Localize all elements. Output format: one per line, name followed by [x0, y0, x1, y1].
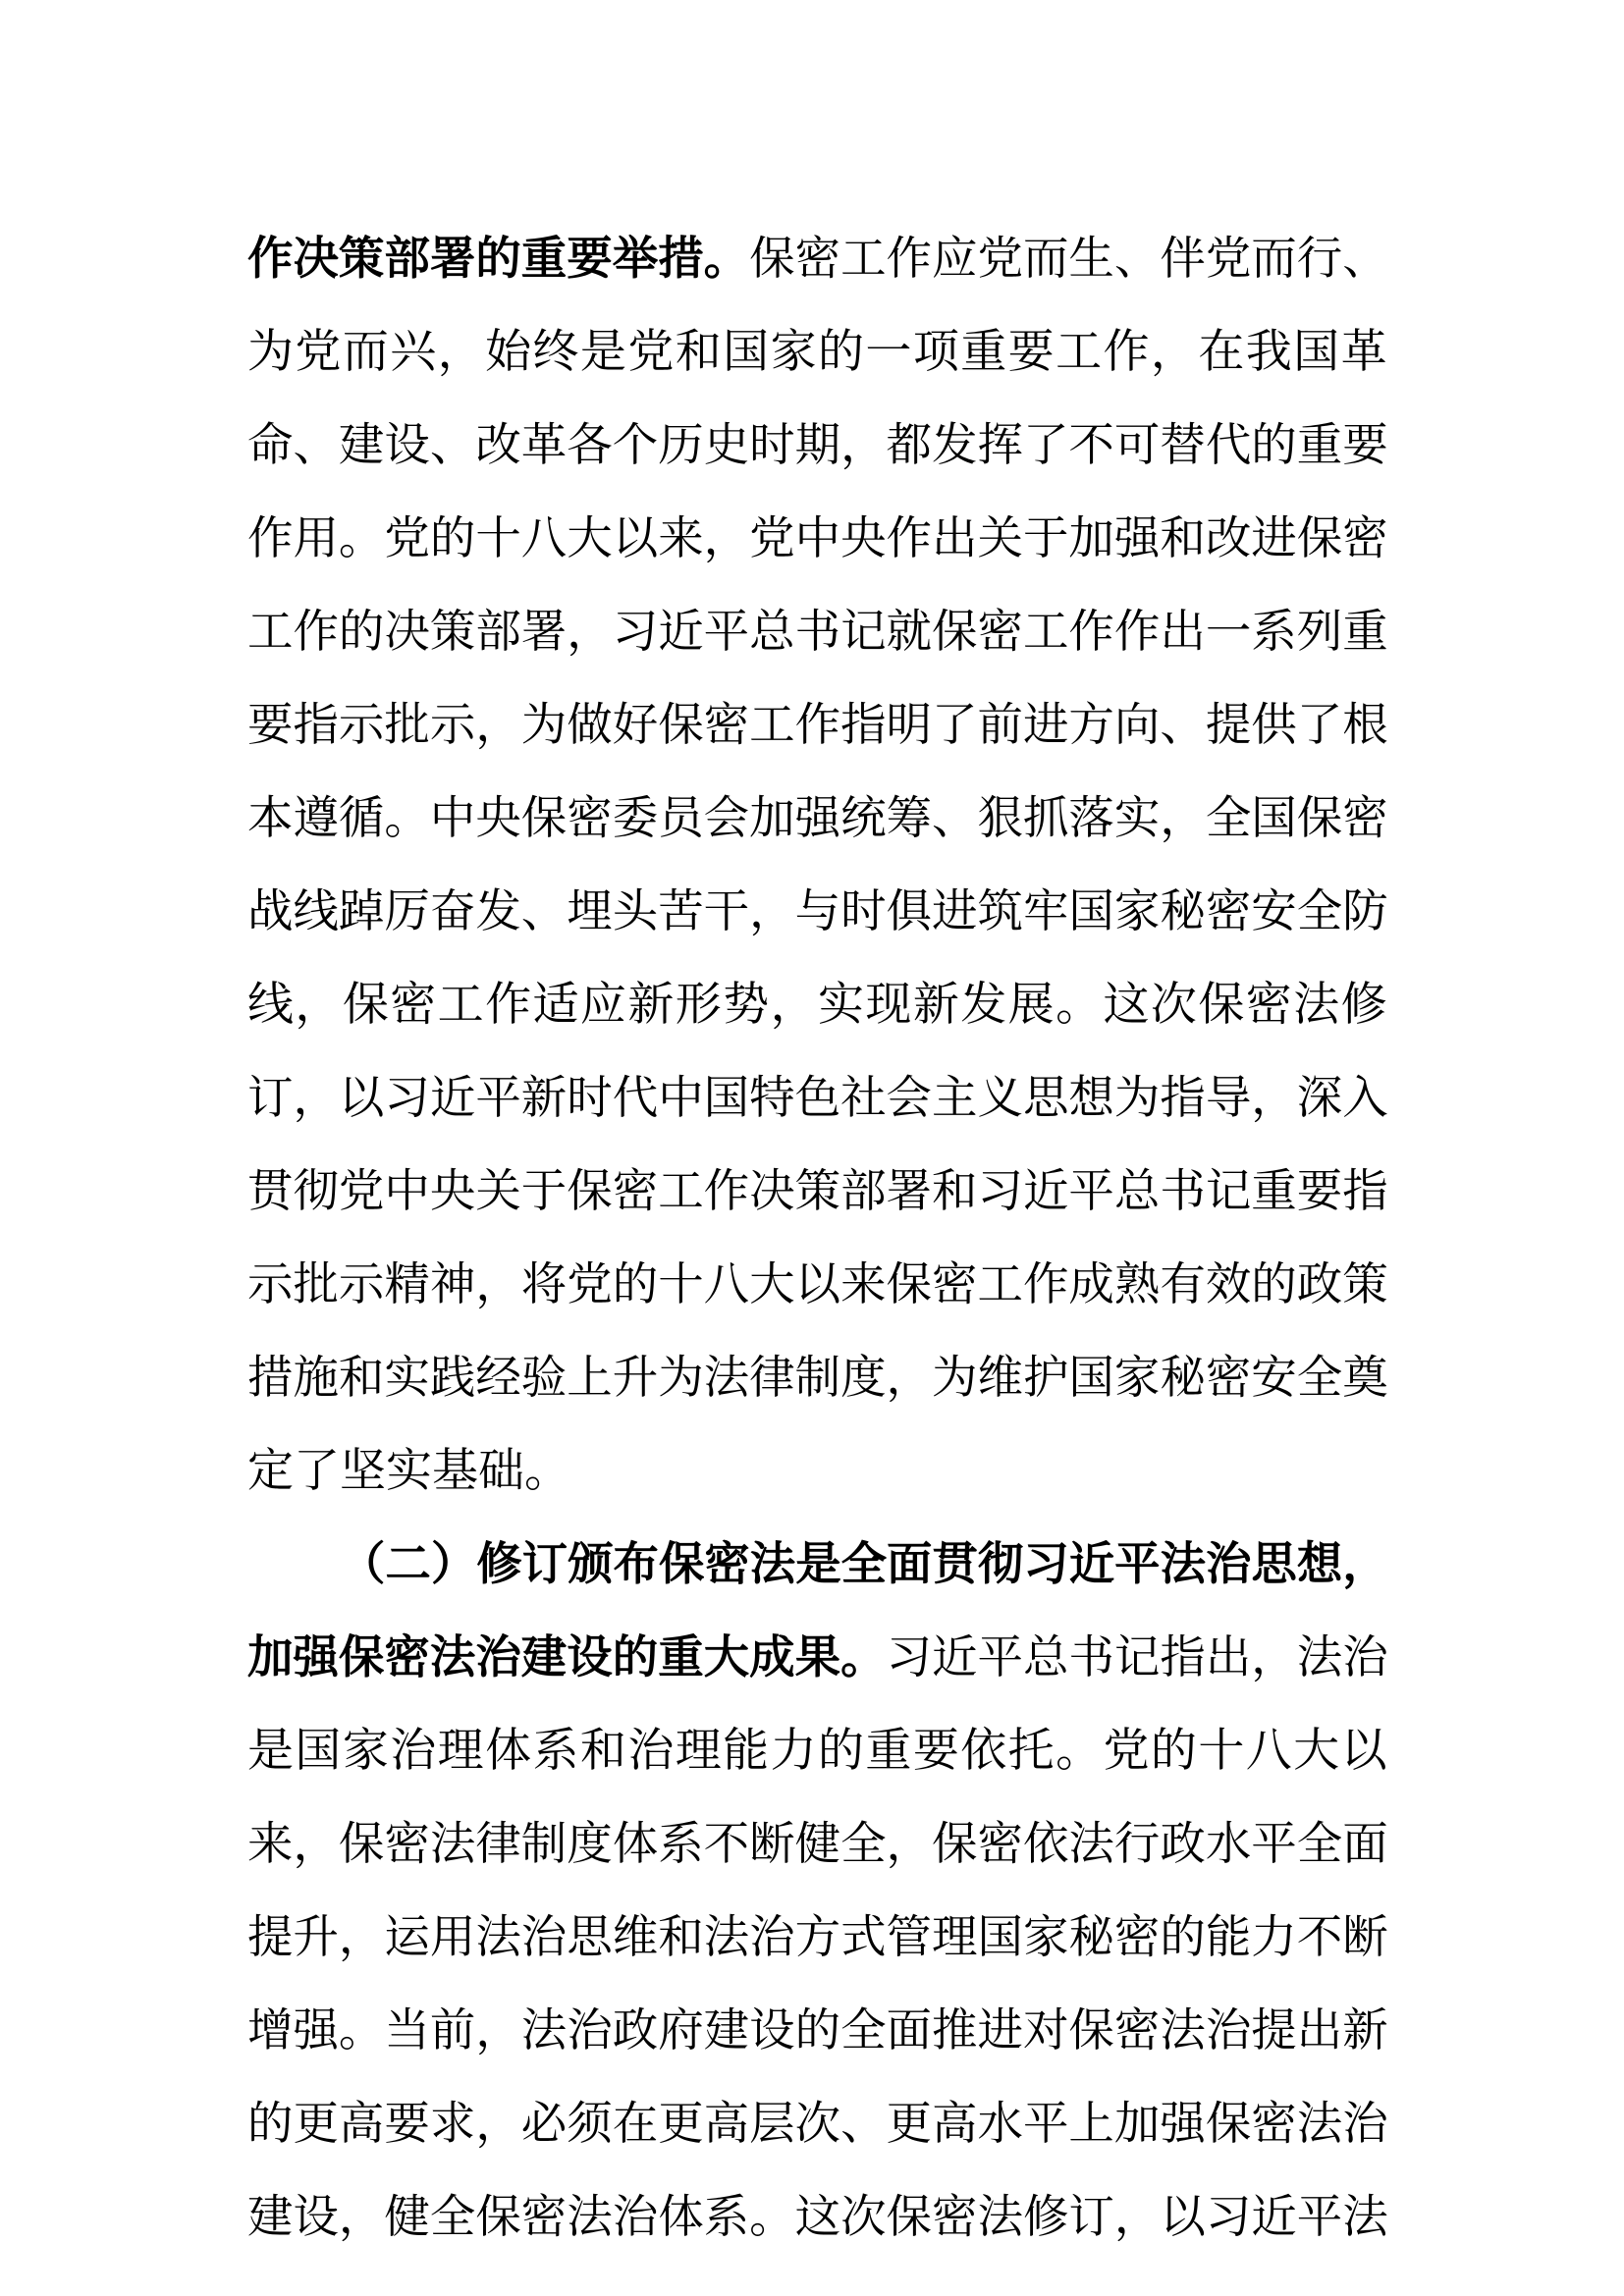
body-text: 措施和实践经验上升为法律制度，为维护国家秘密安全奠: [247, 1351, 1388, 1404]
text-line: [247, 1518, 1388, 1611]
text-line: [247, 585, 1388, 678]
bold-heading-text: （二）修订颁布保密法是全面贯彻习近平法治思想，: [340, 1537, 1388, 1590]
text-line: [247, 678, 1388, 772]
text-line: [247, 2170, 1388, 2264]
text-line: [247, 772, 1388, 865]
body-text: 作用。党的十八大以来，党中央作出关于加强和改进保密: [247, 511, 1388, 564]
bold-heading-text: 加强保密法治建设的重大成果。: [247, 1630, 887, 1683]
body-text: 示批示精神，将党的十八大以来保密工作成熟有效的政策: [247, 1257, 1388, 1310]
text-line: [247, 1238, 1388, 1331]
body-text: 习近平总书记指出，法治: [886, 1630, 1388, 1683]
body-text: 战线踔厉奋发、埋头苦干，与时俱进筑牢国家秘密安全防: [247, 884, 1388, 937]
body-text: 保密工作应党而生、伴党而行、: [749, 232, 1388, 285]
body-text: 本遵循。中央保密委员会加强统筹、狠抓落实，全国保密: [247, 791, 1388, 844]
body-text: 命、建设、改革各个历史时期，都发挥了不可替代的重要: [247, 418, 1388, 471]
body-text: 提升，运用法治思维和法治方式管理国家秘密的能力不断: [247, 1910, 1388, 1963]
text-line: [247, 1797, 1388, 1891]
text-line: [247, 1984, 1388, 2077]
text-line: [247, 305, 1388, 399]
text-line: [247, 1704, 1388, 1797]
text-line: [247, 1611, 1388, 1704]
body-text: 为党而兴，始终是党和国家的一项重要工作，在我国革: [247, 325, 1388, 379]
text-line: [247, 958, 1388, 1051]
text-line: [247, 1051, 1388, 1145]
text-line: [247, 492, 1388, 585]
body-text: 来，保密法律制度体系不断健全，保密依法行政水平全面: [247, 1817, 1388, 1870]
body-text: 要指示批示，为做好保密工作指明了前进方向、提供了根: [247, 698, 1388, 751]
text-line: [247, 1891, 1388, 1984]
text-line: [247, 1145, 1388, 1238]
body-text: 定了坚实基础。: [247, 1444, 570, 1498]
body-text: 订，以习近平新时代中国特色社会主义思想为指导，深入: [247, 1071, 1388, 1124]
text-line: [247, 212, 1388, 305]
text-line: [247, 865, 1388, 958]
bold-heading-text: 作决策部署的重要举措。: [247, 232, 750, 285]
body-text: 线，保密工作适应新形势，实现新发展。这次保密法修: [247, 978, 1388, 1032]
body-text: 增强。当前，法治政府建设的全面推进对保密法治提出新: [247, 2003, 1388, 2056]
text-line: [247, 2077, 1388, 2170]
body-text: 是国家治理体系和治理能力的重要依托。党的十八大以: [247, 1724, 1388, 1778]
document-body: [247, 212, 1388, 2264]
text-line: [247, 1424, 1388, 1518]
body-text: 工作的决策部署，习近平总书记就保密工作作出一系列重: [247, 605, 1388, 658]
body-text: 贯彻党中央关于保密工作决策部署和习近平总书记重要指: [247, 1164, 1388, 1217]
text-line: [247, 399, 1388, 492]
body-text: 的更高要求，必须在更高层次、更高水平上加强保密法治: [247, 2097, 1388, 2150]
body-text: 建设，健全保密法治体系。这次保密法修订，以习近平法: [247, 2190, 1388, 2243]
text-line: [247, 1331, 1388, 1424]
